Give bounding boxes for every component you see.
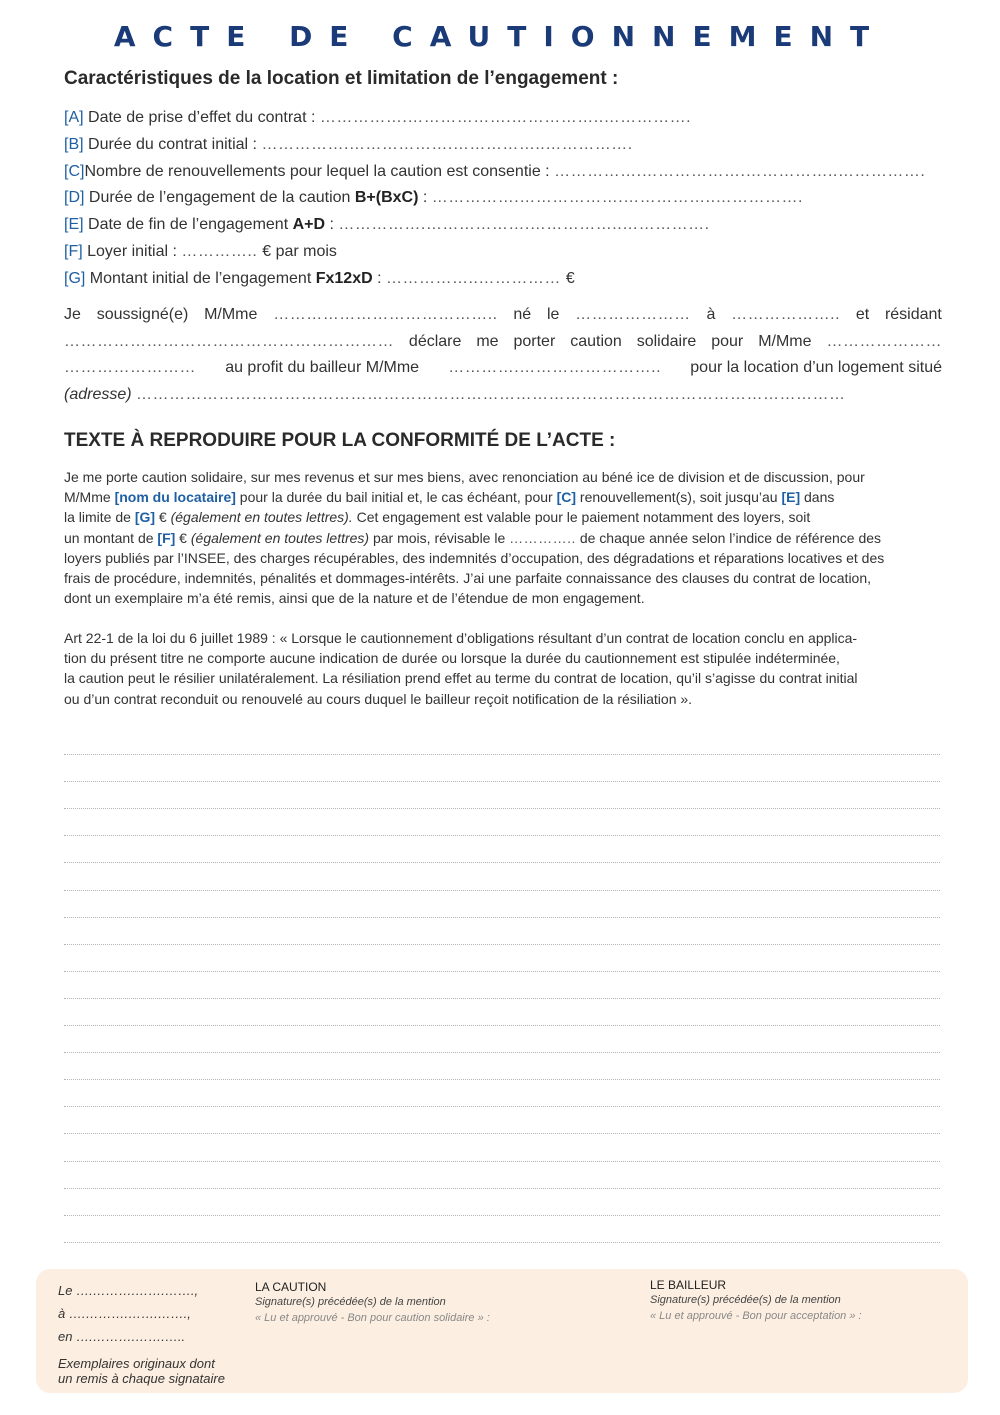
field-fill-dots[interactable]: …………….……………….……………..……………. — [554, 162, 926, 180]
paragraph-line — [64, 528, 944, 548]
address-dots[interactable]: ………………………………………………………………………………………………………………… — [136, 386, 846, 404]
text: M/Mme — [64, 489, 115, 506]
writing-line[interactable] — [64, 1216, 940, 1243]
text: de chaque année selon l’indice de référence des — [575, 529, 882, 546]
writing-line[interactable] — [64, 1053, 940, 1080]
writing-line[interactable] — [64, 1162, 940, 1189]
paragraph-line: ou d’un contrat reconduit ou renouvelé au cours duquel le bailleur reçoit notification de la résiliation ». — [64, 690, 693, 707]
landlord-mention: « Lu et approuvé - Bon pour acceptation » : — [650, 1310, 862, 1322]
declaration-line-2 — [64, 329, 942, 356]
note-line: un remis à chaque signataire — [58, 1371, 225, 1386]
field-label: Durée du contrat initial : — [83, 135, 262, 153]
field-formula: A+D — [292, 216, 326, 234]
declaration-fill-dots[interactable]: ……………….. — [731, 306, 841, 323]
field-code: [B] — [64, 135, 84, 153]
declaration-word: au profit du bailleur M/Mme — [225, 359, 420, 377]
field-fill-dots[interactable]: ……………..…………… — [385, 269, 566, 287]
writing-line[interactable] — [64, 728, 940, 755]
field-code: [D] — [64, 189, 85, 207]
section-title: TEXTE À REPRODUIRE POUR LA CONFORMITÉ DE L’ACTE : — [64, 430, 616, 451]
field-formula: B+(BxC) — [354, 189, 419, 207]
declaration-word: caution — [570, 332, 622, 350]
caution-subtitle: Signature(s) précédée(s) de la mention — [255, 1296, 446, 1308]
declaration-word: me — [476, 332, 499, 350]
paragraph-line: tion du présent titre ne comporte aucune indication de durée ou lorsque la durée du cautionnement est stipulée indéterminée, — [64, 650, 840, 667]
place-date-block — [58, 1279, 225, 1386]
revision-date-dots[interactable]: ………….. — [509, 529, 576, 546]
declaration-fill-dots[interactable]: ………….…………………….. — [448, 359, 662, 377]
writing-line[interactable] — [64, 1080, 940, 1107]
law-article-paragraph — [64, 628, 944, 709]
field-formula: Fx12xD — [315, 269, 373, 287]
place-line[interactable]: à ….……….…….……., — [58, 1306, 191, 1321]
text: € — [175, 529, 191, 546]
text: Cet engagement est valable pour le paiement notamment des loyers, soit — [352, 509, 811, 526]
handwriting-area[interactable] — [64, 728, 940, 1270]
address-label: (adresse) — [64, 386, 132, 404]
declaration-block — [64, 302, 942, 409]
field-label: : — [418, 189, 432, 207]
declaration-word: pour — [711, 332, 744, 350]
declaration-word: M/Mme — [204, 306, 258, 323]
writing-line[interactable] — [64, 1189, 940, 1216]
note-line: Exemplaires originaux dont — [58, 1356, 215, 1371]
signature-footer — [36, 1269, 968, 1393]
paragraph-line: dont un exemplaire m’a été remis, ainsi que de la nature et de l’étendue de mon engagement. — [64, 590, 645, 607]
field-code: [G] — [64, 269, 86, 287]
ref-c: [C] — [556, 489, 577, 506]
characteristics-subtitle: Caractéristiques de la location et limitation de l’engagement : — [64, 68, 619, 89]
paragraph-line — [64, 507, 944, 527]
declaration-word: pour la location d’un logement situé — [690, 359, 942, 377]
declaration-fill-dots[interactable]: ………………………………….. — [273, 306, 498, 323]
writing-line[interactable] — [64, 918, 940, 945]
field-label: Date de fin de l’engagement — [83, 216, 293, 234]
caution-signature-block[interactable] — [255, 1280, 490, 1326]
writing-line[interactable] — [64, 782, 940, 809]
writing-line[interactable] — [64, 1107, 940, 1134]
writing-line[interactable] — [64, 945, 940, 972]
paragraph-line: frais de procédure, indemnités, pénalités et dommages-intérêts. J’ai une parfaite connaissance des clauses du contrat de location, — [64, 569, 872, 586]
writing-line[interactable] — [64, 972, 940, 999]
text: (également en toutes lettres) — [190, 529, 370, 546]
field-unit: € — [565, 269, 575, 287]
declaration-word: M/Mme — [758, 332, 812, 350]
text: renouvellement(s), soit jusqu’au — [576, 489, 782, 506]
field-fill-dots[interactable]: …………….……………….……………..……………. — [319, 109, 692, 126]
declaration-fill-dots[interactable]: ………………… — [575, 306, 691, 323]
caution-heading: LA CAUTION — [255, 1280, 327, 1294]
declaration-line-3 — [64, 355, 942, 382]
field-code: [C] — [64, 162, 85, 180]
field-code: [A] — [64, 109, 84, 126]
paragraph-line: Art 22-1 de la loi du 6 juillet 1989 : « Lorsque le cautionnement d’obligations résultant d’un contrat de location conclu en applica- — [64, 630, 858, 646]
writing-line[interactable] — [64, 1243, 940, 1270]
declaration-word: le — [546, 306, 560, 323]
field-fill-dots[interactable]: …………….……………….……………..……………. — [338, 216, 710, 234]
writing-line[interactable] — [64, 809, 940, 836]
field-fill-dots[interactable]: …………….……………….……………..……………. — [261, 135, 633, 153]
paragraph-line: loyers publiés par l’INSEE, des charges récupérables, des indemnités d’occupation, des dégradations et réparations locatives et des — [64, 549, 885, 566]
field-unit: € par mois — [262, 242, 337, 260]
declaration-word: Je — [64, 306, 81, 323]
declaration-fill-dots[interactable]: …………………… — [64, 359, 196, 377]
field-row — [64, 132, 944, 159]
landlord-subtitle: Signature(s) précédée(s) de la mention — [650, 1294, 841, 1306]
field-fill-dots[interactable]: …………….……………….……………..……………. — [431, 189, 803, 207]
field-label: : — [325, 216, 339, 234]
caution-mention: « Lu et approuvé - Bon pour caution solidaire » : — [255, 1312, 490, 1324]
declaration-line-1 — [64, 302, 942, 329]
declaration-fill-dots[interactable]: ………………… — [826, 332, 942, 350]
text: dans — [800, 489, 835, 506]
paragraph-line: Je me porte caution solidaire, sur mes revenus et sur mes biens, avec renonciation au béné ice de division et de discussion, pour — [64, 469, 865, 485]
declaration-word: à — [706, 306, 716, 323]
writing-line[interactable] — [64, 891, 940, 918]
copies-line[interactable]: en ….……….…….….. — [58, 1329, 186, 1344]
text: par mois, révisable le — [369, 529, 510, 546]
declaration-word: porter — [513, 332, 556, 350]
text: un montant de — [64, 529, 158, 546]
field-row — [64, 212, 944, 239]
text: € — [155, 509, 171, 526]
field-row — [64, 185, 944, 212]
declaration-word: et — [855, 306, 870, 323]
ref-e: [E] — [781, 489, 801, 506]
text: la limite de — [64, 509, 135, 526]
writing-line[interactable] — [64, 999, 940, 1026]
field-label: Durée de l’engagement de la caution — [84, 189, 355, 207]
document-title: ACTE DE CAUTIONNEMENT — [113, 20, 887, 53]
declaration-fill-dots[interactable]: …………………………………………………… — [64, 332, 394, 350]
field-label: : — [372, 269, 386, 287]
declaration-word: solidaire — [636, 332, 697, 350]
writing-line[interactable] — [64, 1134, 940, 1161]
landlord-signature-block[interactable] — [650, 1278, 862, 1324]
field-fill-dots[interactable]: ………….. — [181, 242, 263, 260]
declaration-word: soussigné(e) — [96, 306, 189, 323]
writing-line[interactable] — [64, 1026, 940, 1053]
date-line[interactable]: Le ….……….…….……., — [58, 1283, 199, 1298]
text: (également en toutes lettres). — [170, 509, 353, 526]
field-row — [64, 105, 944, 132]
writing-line[interactable] — [64, 836, 940, 863]
ref-f: [F] — [157, 529, 176, 546]
field-label: Nombre de renouvellements pour lequel la caution est consentie : — [84, 162, 555, 180]
commitment-paragraph — [64, 467, 944, 608]
paragraph-line — [64, 487, 944, 507]
declaration-address-line — [64, 382, 942, 409]
tenant-name-ref: [nom du locataire] — [114, 489, 236, 506]
characteristics-fields — [64, 105, 944, 293]
ref-g: [G] — [134, 509, 156, 526]
declaration-word: déclare — [408, 332, 462, 350]
writing-line[interactable] — [64, 863, 940, 890]
field-label: Loyer initial : — [82, 242, 182, 260]
field-row — [64, 266, 944, 293]
text: pour la durée du bail initial et, le cas échéant, pour — [235, 489, 557, 506]
writing-line[interactable] — [64, 755, 940, 782]
field-row — [64, 239, 944, 266]
field-code: [F] — [64, 242, 83, 260]
declaration-word: né — [513, 306, 532, 323]
landlord-heading: LE BAILLEUR — [650, 1278, 727, 1292]
field-label: Montant initial de l’engagement — [85, 269, 316, 287]
declaration-word: résidant — [884, 306, 942, 323]
field-label: Date de prise d’effet du contrat : — [83, 109, 320, 126]
field-code: [E] — [64, 216, 84, 234]
field-row — [64, 159, 944, 186]
copies-note — [58, 1356, 225, 1386]
paragraph-line: la caution peut le résilier unilatéralement. La résiliation prend effet au terme du contrat de location, qu’il s’agisse du contrat initial — [64, 670, 858, 687]
